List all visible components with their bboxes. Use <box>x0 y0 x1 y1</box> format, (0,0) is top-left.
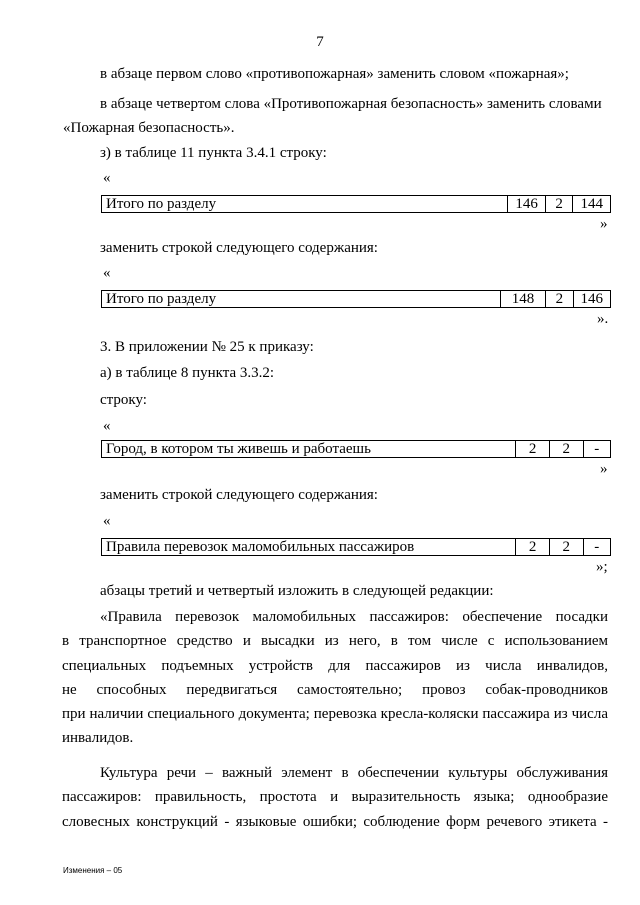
page-number: 7 <box>316 34 324 50</box>
text-line-2: в абзаце четвертом слова «Противопожарная безопасность» заменить словами <box>100 96 602 112</box>
table-cell-c: 146 <box>573 291 610 308</box>
paragraph-2-line: словесных конструкций - языковые ошибки; соблюдение форм речевого этикета - <box>62 813 608 830</box>
quote-close-2: ». <box>597 311 609 327</box>
paragraph-1-line: специальных подъемных устройств для пассажиров из числа инвалидов, <box>62 657 608 674</box>
table-row-2 <box>101 290 611 308</box>
text-line-6: 3. В приложении № 25 к приказу: <box>100 339 314 355</box>
table-cell-a: 2 <box>516 539 550 556</box>
text-line-8: строку: <box>100 392 147 408</box>
table-cell-label: Итого по разделу <box>102 196 508 213</box>
quote-close-4: »; <box>596 559 608 575</box>
paragraph-1 <box>62 605 608 751</box>
quote-close-3: » <box>600 461 608 477</box>
quote-open-3: « <box>103 418 111 434</box>
paragraph-1-line: инвалидов. <box>62 730 134 747</box>
text-line-9: заменить строкой следующего содержания: <box>100 487 378 503</box>
paragraph-1-line: при наличии специального документа; перевозка кресла-коляски пассажира из числа <box>62 706 608 723</box>
table-cell-a: 146 <box>508 196 546 213</box>
text-line-4: з) в таблице 11 пункта 3.4.1 строку: <box>100 145 327 161</box>
table-cell-a: 148 <box>500 291 546 308</box>
text-line-5: заменить строкой следующего содержания: <box>100 240 378 256</box>
table-cell-c: 144 <box>573 196 611 213</box>
table-cell-label: Правила перевозок маломобильных пассажиров <box>102 539 516 556</box>
table-cell-c: - <box>583 539 611 556</box>
text-line-7: а) в таблице 8 пункта 3.3.2: <box>100 365 275 381</box>
table-row-4 <box>101 538 611 556</box>
quote-open-4: « <box>103 513 111 529</box>
table-row-1 <box>101 195 611 213</box>
table-cell-b: 2 <box>549 441 583 458</box>
footer-revision: Изменения – 05 <box>63 866 123 875</box>
paragraph-1-line: в транспортное средство и высадки из него, в том числе с использованием <box>62 633 608 650</box>
table-row-3 <box>101 440 611 458</box>
quote-open-2: « <box>103 265 111 281</box>
quote-close-1: » <box>600 216 608 232</box>
table-cell-a: 2 <box>516 441 550 458</box>
text-line-1: в абзаце первом слово «противопожарная» заменить словом «пожарная»; <box>100 66 569 82</box>
table-cell-b: 2 <box>549 539 583 556</box>
paragraph-1-line: «Правила перевозок маломобильных пассажиров: обеспечение посадки <box>100 609 608 625</box>
text-line-10: абзацы третий и четвертый изложить в следующей редакции: <box>100 583 494 599</box>
paragraph-2-line: Культура речи – важный элемент в обеспечении культуры обслуживания <box>100 765 608 781</box>
quote-open-1: « <box>103 170 111 186</box>
table-cell-c: - <box>583 441 611 458</box>
table-cell-b: 2 <box>546 291 573 308</box>
table-cell-label: Город, в котором ты живешь и работаешь <box>102 441 516 458</box>
text-line-3: «Пожарная безопасность». <box>63 120 235 136</box>
table-cell-b: 2 <box>545 196 572 213</box>
paragraph-1-line: не способных передвигаться самостоятельно; провоз собак-проводников <box>62 681 608 698</box>
paragraph-2-line: пассажиров: правильность, простота и выразительность языка; однообразие <box>62 789 608 806</box>
table-cell-label: Итого по разделу <box>102 291 501 308</box>
paragraph-2 <box>62 761 608 834</box>
